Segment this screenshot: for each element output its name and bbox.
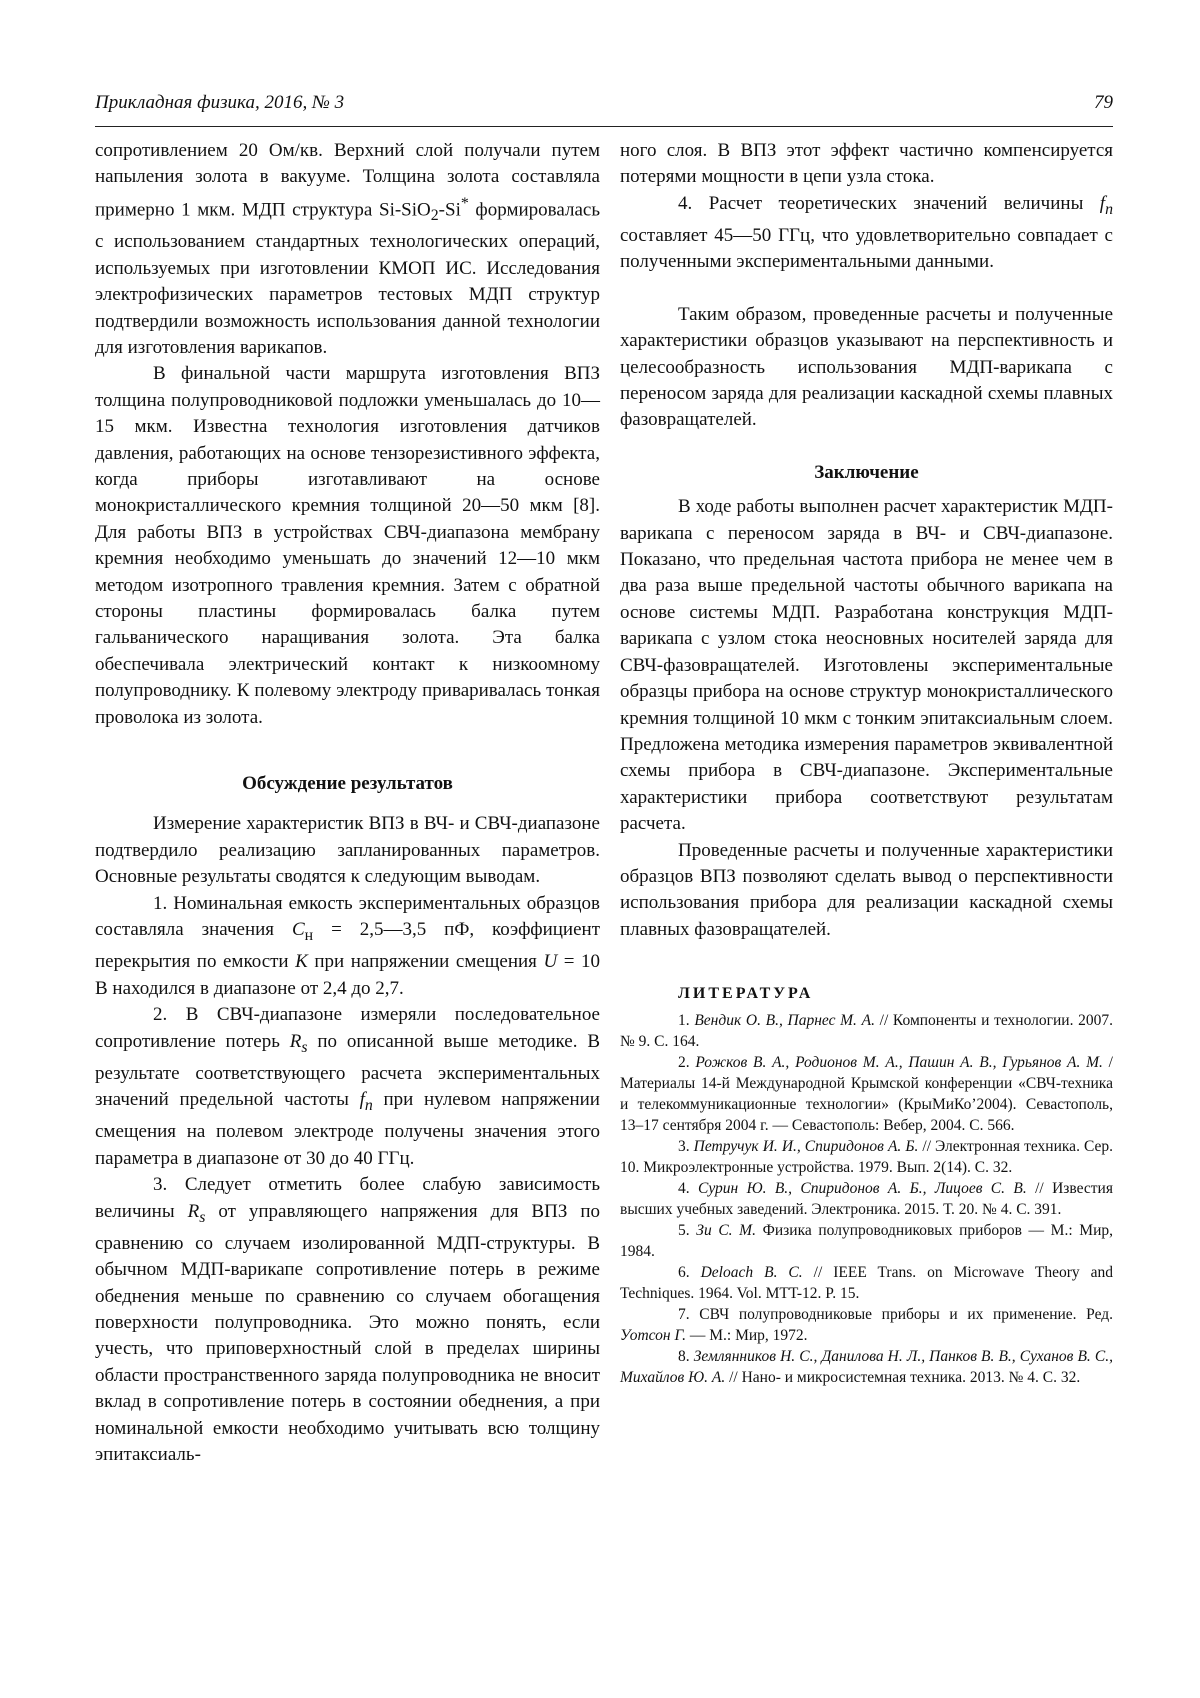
paragraph: 3. Следует отметить более слабую зависимость величины $R_s$ от управляющего напряжения для ВПЗ по сравнению со случаем изолированной МДП-структуры. В обычном МДП-варикапе сопротивление потерь в режиме обеднения меньше по сравнению со случаем обогащения поверхности полупроводника. Это можно понять, если учесть, что приповерхностный слой в пределах ширины области пространственного заряда полупроводника не вносит вклад в сопротивление потерь в состоянии обеднения, а при номинальной емкости необходимо учитывать всю толщину эпитаксиаль- [95, 1174, 600, 1465]
section-heading: Заключение [814, 461, 919, 483]
paragraph: Измерение характеристик ВПЗ в ВЧ- и СВЧ-диапазоне подтвердило реализацию запланированных параметров. Основные результаты сводятся к следующим выводам. [95, 813, 600, 888]
reference-details: / Материалы 14-й Международной Крымской конференции «СВЧ-техника и телекоммуникационные технологии» (КрыМиКо’2004). Севастополь, 13–17 сентября 2004 г. — Севастополь: Вебер, 2004. С. 566. [620, 1054, 1113, 1135]
reference-details: СВЧ полупроводниковые приборы и их применение. Ред. [699, 1306, 1114, 1324]
paragraph: 4. Расчет теоретических значений величины $f_n$ составляет 45—50 ГГц, что удовлетворительно совпадает с полученными экспериментальными данными. [620, 192, 1113, 273]
reference-number: 2. [678, 1054, 696, 1072]
left-column [95, 138, 600, 1468]
reference-item [620, 1304, 1113, 1346]
reference-number: 6. [678, 1264, 701, 1282]
reference-authors: Deloach B. C. [700, 1264, 803, 1282]
reference-number: 8. [678, 1348, 694, 1366]
reference-number: 5. [678, 1222, 697, 1240]
journal-title: Прикладная физика, 2016, № 3 [95, 92, 345, 113]
reference-authors: Петручук И. И., Спиридонов А. Б. [693, 1138, 919, 1156]
reference-details: // Электронная техника. Сер. 10. Микроэлектронные устройства. 1979. Вып. 2(14). С. 32. [620, 1138, 1114, 1177]
running-header [95, 92, 1113, 127]
reference-editor: Уотсон Г. [620, 1327, 686, 1345]
paragraph: Таким образом, проведенные расчеты и полученные характеристики образцов указывают на перспективность и целесообразность использования МДП-варикапа с переносом заряда для реализации каскадной схемы плавных фазовращателей. [620, 303, 1113, 431]
reference-details: Физика полупроводниковых приборов — М.: Мир, 1984. [620, 1222, 1113, 1261]
reference-details: // Нано- и микросистемная техника. 2013. № 4. С. 32. [725, 1369, 1081, 1387]
reference-list [620, 1010, 1113, 1388]
reference-item [620, 1220, 1113, 1262]
paragraph: В ходе работы выполнен расчет характеристик МДП-варикапа с переносом заряда в ВЧ- и СВЧ-диапазоне. Показано, что предельная частота прибора не менее чем в два раза выше предельной частоты обычного варикапа на основе системы МДП. Разработана конструкция МДП-варикапа с узлом стока неосновных носителей заряда для СВЧ-фазовращателей. Изготовлены экспериментальные образцы прибора на основе структур монокристаллического кремния толщиной 10 мкм с тонким эпитаксиальным слоем. Предложена методика измерения параметров эквивалентной схемы прибора в СВЧ-диапазоне. Экспериментальные характеристики прибора соответствуют результатам расчета. [620, 496, 1113, 835]
paragraph: 2. В СВЧ-диапазоне измеряли последовательное сопротивление потерь $R_s$ по описанной выше методике. В результате соответствующего расчета экспериментальных значений предельной частоты $f_n$ при нулевом напряжении смещения на полевом электроде получены значения этого параметра в диапазоне от 30 до 40 ГГц. [95, 1004, 600, 1169]
paragraph: В финальной части маршрута изготовления ВПЗ толщина полупроводниковой подложки уменьшалась до 10—15 мкм. Известна технология изготовления датчиков давления, работающих на основе тензорезистивного эффекта, когда приборы изготавливают на основе монокристаллического кремния толщиной 20—50 мкм [8]. Для работы ВПЗ в устройствах СВЧ-диапазона мембрану кремния необходимо уменьшать до значений 12—10 мкм методом изотропного травления кремния. Затем с обратной стороны пластины формировалась балка путем гальванического наращивания золота. Эта балка обеспечивала электрический контакт к низкоомному полупроводнику. К полевому электроду приваривалась тонкая проволока из золота. [95, 363, 600, 728]
paragraph: 1. Номинальная емкость экспериментальных образцов составляла значения $С_н$ = 2,5—3,5 пФ, коэффициент перекрытия по емкости K при напряжении смещения U = 10 В находился в диапазоне от 2,4 до 2,7. [95, 892, 601, 999]
reference-item [620, 1262, 1113, 1304]
references-heading: ЛИТЕРАТУРА [678, 985, 814, 1003]
reference-details: // Компоненты и технологии. 2007. № 9. С. 164. [620, 1012, 1114, 1051]
right-column [620, 138, 1113, 1388]
reference-number: 3. [678, 1138, 694, 1156]
reference-details: // Известия высших учебных заведений. Электроника. 2015. Т. 20. № 4. С. 391. [620, 1180, 1113, 1219]
reference-details: — М.: Мир, 1972. [685, 1327, 808, 1345]
reference-item [620, 1346, 1113, 1388]
reference-item [620, 1052, 1113, 1136]
reference-authors: Сурин Ю. В., Спиридонов А. Б., Лицоев С. В. [698, 1180, 1027, 1198]
reference-authors: Вендик О. В., Парнес М. А. [694, 1012, 875, 1030]
paragraph: сопротивлением 20 Ом/кв. Верхний слой получали путем напыления золота в вакууме. Толщина золота составляла примерно 1 мкм. МДП структура Si-SiO$_2$-Si* формировалась с использованием стандартных технологических операций, используемых при изготовлении КМОП ИС. Исследования электрофизических параметров тестовых МДП структур подтвердили возможность использования данной технологии для изготовления варикапов. [95, 140, 600, 358]
reference-item [620, 1136, 1113, 1178]
reference-number: 7. [678, 1306, 700, 1324]
reference-details: // IEEE Trans. on Microwave Theory and Techniques. 1964. Vol. MTT-12. P. 15. [620, 1264, 1113, 1303]
reference-item [620, 1178, 1113, 1220]
reference-authors: Рожков В. А., Родионов М. А., Пашин А. В., Гурьянов А. М. [695, 1054, 1103, 1072]
reference-item [620, 1010, 1113, 1052]
page-number: 79 [1094, 92, 1113, 113]
paragraph: ного слоя. В ВПЗ этот эффект частично компенсируется потерями мощности в цепи узла стока. [620, 140, 1113, 188]
reference-authors: Зи С. М. [696, 1222, 756, 1240]
section-heading: Обсуждение результатов [242, 773, 453, 795]
reference-number: 4. [678, 1180, 698, 1198]
paragraph: Проведенные расчеты и полученные характеристики образцов ВПЗ позволяют сделать вывод о перспективности использования прибора для реализации каскадной схемы плавных фазовращателей. [620, 839, 1113, 940]
references [620, 983, 1113, 1388]
reference-authors: Землянников Н. С., Данилова Н. Л., Панков В. В., Суханов В. С., Михайлов Ю. А. [620, 1348, 1113, 1387]
reference-number: 1. [678, 1012, 695, 1030]
